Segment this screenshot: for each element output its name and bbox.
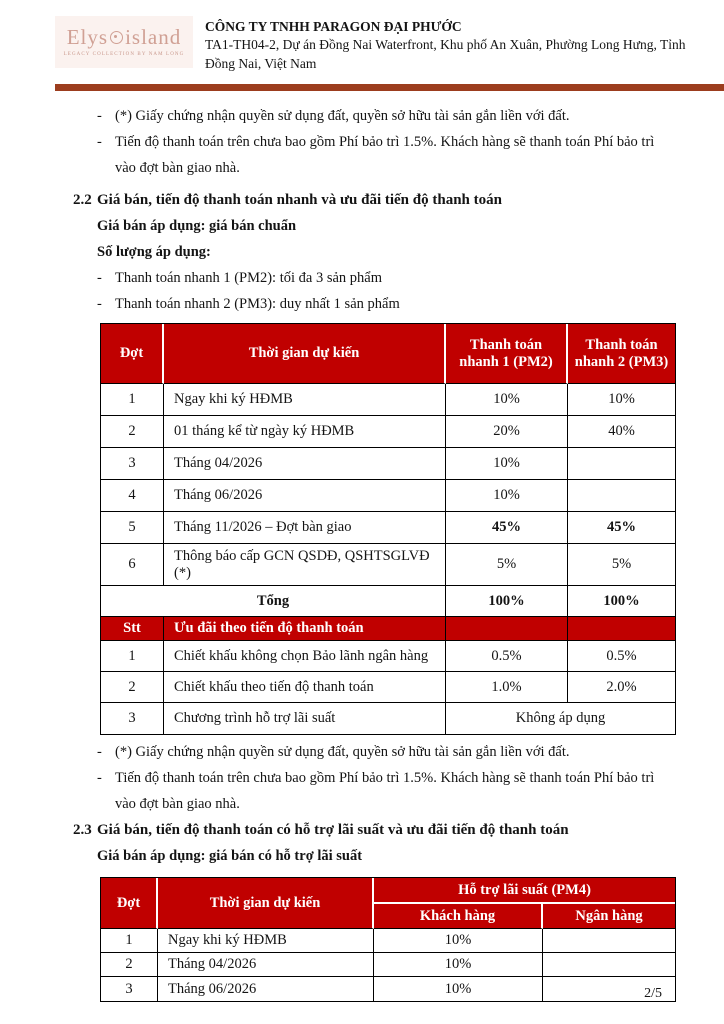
table-cell: Chương trình hỗ trợ lãi suất	[164, 703, 446, 734]
company-address-line2: Đồng Nai, Việt Nam	[205, 56, 317, 72]
table-cell: Chiết khấu theo tiến độ thanh toán	[164, 672, 446, 703]
payment-schedule-table	[100, 323, 676, 735]
discount-row	[101, 672, 675, 703]
company-address-line1: TA1-TH04-2, Dự án Đồng Nai Waterfront, Khu phố An Xuân, Phường Long Hưng, Tỉnh	[205, 37, 686, 53]
table-row	[101, 416, 675, 448]
section-title: Giá bán, tiến độ thanh toán có hỗ trợ lãi suất và ưu đãi tiến độ thanh toán	[97, 822, 569, 838]
price-applied-line: Giá bán áp dụng: giá bán chuẩn	[97, 218, 297, 234]
note-text: (*) Giấy chứng nhận quyền sử dụng đất, quyền sở hữu tài sản gắn liền với đất.	[115, 744, 570, 760]
bullet-dash: -	[97, 270, 102, 286]
section-title: Giá bán, tiến độ thanh toán nhanh và ưu đãi tiến độ thanh toán	[97, 192, 502, 208]
bullet-dash: -	[97, 108, 102, 124]
table-row	[101, 929, 675, 953]
table-cell: 0.5%	[446, 641, 568, 672]
table-cell: 2	[101, 953, 158, 977]
logo-emblem-icon	[110, 31, 123, 44]
bullet-dash: -	[97, 770, 102, 786]
table-cell: 3	[101, 703, 164, 734]
brand-word-right: island	[125, 25, 182, 49]
table-cell	[543, 953, 675, 977]
table-cell: 40%	[568, 416, 675, 448]
header-cell-pm3: Thanh toán nhanh 2 (PM3)	[568, 324, 675, 384]
section-2-3-heading	[73, 817, 663, 843]
note-item	[97, 765, 665, 817]
bullet-dash: -	[97, 744, 102, 760]
table-cell: Tháng 04/2026	[158, 953, 374, 977]
interest-support-table	[100, 877, 676, 1002]
subheader-stt-cell: Stt	[101, 617, 164, 641]
discount-subheader-row	[101, 617, 675, 641]
table-cell: Ngay khi ký HĐMB	[164, 384, 446, 416]
bullet-dash: -	[97, 296, 102, 312]
company-info	[205, 16, 705, 74]
subheader-empty-cell	[568, 617, 675, 641]
table-cell: 5	[101, 512, 164, 544]
table-row	[101, 448, 675, 480]
table-cell: 0.5%	[568, 641, 675, 672]
table-cell: 01 tháng kể từ ngày ký HĐMB	[164, 416, 446, 448]
header-cell-bank: Ngân hàng	[543, 904, 675, 929]
table-cell: 10%	[374, 977, 543, 1001]
table-cell: 1.0%	[446, 672, 568, 703]
table-total-row	[101, 586, 675, 617]
subheader-title-cell: Ưu đãi theo tiến độ thanh toán	[164, 617, 446, 641]
section-number: 2.3	[73, 822, 92, 838]
table-cell: 2.0%	[568, 672, 675, 703]
table-cell: 10%	[446, 384, 568, 416]
brand-tagline: LEGACY COLLECTION BY NAM LONG	[63, 52, 185, 57]
table-cell: 3	[101, 448, 164, 480]
pm2-bullet	[97, 265, 665, 291]
header-cell-dot: Đợt	[101, 878, 158, 929]
table-cell: 5%	[568, 544, 675, 586]
table-cell: 2	[101, 672, 164, 703]
table-cell: 10%	[446, 448, 568, 480]
quantity-applied-line: Số lượng áp dụng:	[97, 244, 211, 260]
table-row	[101, 953, 675, 977]
total-pm2-cell: 100%	[446, 586, 568, 617]
page-header	[55, 16, 724, 74]
discount-row	[101, 641, 675, 672]
table-cell: 10%	[568, 384, 675, 416]
table-cell: 1	[101, 384, 164, 416]
table-cell: Ngay khi ký HĐMB	[158, 929, 374, 953]
table-cell: 5%	[446, 544, 568, 586]
table-row	[101, 977, 675, 1001]
brand-word-left: Elys	[66, 25, 109, 49]
table-cell: 2	[101, 416, 164, 448]
table-row	[101, 544, 675, 586]
table-cell: 10%	[446, 480, 568, 512]
header-divider	[55, 84, 724, 91]
section-number: 2.2	[73, 192, 92, 208]
table-cell: 3	[101, 977, 158, 1001]
table-cell: 20%	[446, 416, 568, 448]
table-cell: 4	[101, 480, 164, 512]
note-text: Tiến độ thanh toán trên chưa bao gồm Phí bảo trì 1.5%. Khách hàng sẽ thanh toán Phí bảo trì vào đợt bàn giao nhà.	[115, 134, 655, 176]
table-cell: 10%	[374, 953, 543, 977]
table-cell: Thông báo cấp GCN QSDĐ, QSHTSGLVĐ (*)	[164, 544, 446, 586]
table-cell: Tháng 06/2026	[158, 977, 374, 1001]
table-cell: Tháng 06/2026	[164, 480, 446, 512]
page-number: 2/5	[644, 986, 662, 1001]
table-cell: Chiết khấu không chọn Bảo lãnh ngân hàng	[164, 641, 446, 672]
note-item	[97, 129, 665, 181]
header-cell-pm2: Thanh toán nhanh 1 (PM2)	[446, 324, 568, 384]
not-applicable-cell: Không áp dụng	[515, 710, 606, 726]
table-cell: 6	[101, 544, 164, 586]
table-cell	[568, 448, 675, 480]
total-label-cell: Tổng	[101, 586, 446, 617]
table-row	[101, 512, 675, 544]
table-header-row	[101, 324, 675, 384]
note-text: (*) Giấy chứng nhận quyền sử dụng đất, quyền sở hữu tài sản gắn liền với đất.	[115, 108, 570, 124]
price-applied-line: Giá bán áp dụng: giá bán có hỗ trợ lãi suất	[97, 848, 363, 864]
section-2-2-heading	[73, 187, 663, 213]
notes-bottom	[0, 739, 724, 817]
bullet-dash: -	[97, 134, 102, 150]
table-row	[101, 480, 675, 512]
table-cell: Tháng 04/2026	[164, 448, 446, 480]
pm3-bullet	[97, 291, 665, 317]
table-cell: Tháng 11/2026 – Đợt bàn giao	[164, 512, 446, 544]
subheader-empty-cell	[446, 617, 568, 641]
brand-logo	[55, 16, 193, 68]
total-pm3-cell: 100%	[568, 586, 675, 617]
table-cell: 10%	[374, 929, 543, 953]
table-cell	[568, 480, 675, 512]
header-cell-time: Thời gian dự kiến	[158, 878, 374, 929]
table-cell: 1	[101, 641, 164, 672]
bullet-text: Thanh toán nhanh 1 (PM2): tối đa 3 sản phẩm	[115, 270, 382, 286]
header-cell-dot: Đợt	[101, 324, 164, 384]
note-item	[97, 739, 665, 765]
bullet-text: Thanh toán nhanh 2 (PM3): duy nhất 1 sản phẩm	[115, 296, 400, 312]
interest-support-row	[101, 703, 675, 734]
notes-top	[0, 103, 724, 181]
header-cell-customer: Khách hàng	[374, 904, 543, 929]
header-cell-time: Thời gian dự kiến	[164, 324, 446, 384]
table-header-row	[101, 878, 675, 904]
brand-wordmark	[67, 27, 182, 48]
table-cell: 45%	[446, 512, 568, 544]
table-cell: 45%	[568, 512, 675, 544]
company-name: CÔNG TY TNHH PARAGON ĐẠI PHƯỚC	[205, 19, 462, 34]
note-item	[97, 103, 665, 129]
table-cell: 1	[101, 929, 158, 953]
table-row	[101, 384, 675, 416]
note-text: Tiến độ thanh toán trên chưa bao gồm Phí bảo trì 1.5%. Khách hàng sẽ thanh toán Phí bảo trì vào đợt bàn giao nhà.	[115, 770, 655, 812]
header-cell-pm4: Hỗ trợ lãi suất (PM4)	[374, 878, 675, 904]
table-cell	[543, 929, 675, 953]
